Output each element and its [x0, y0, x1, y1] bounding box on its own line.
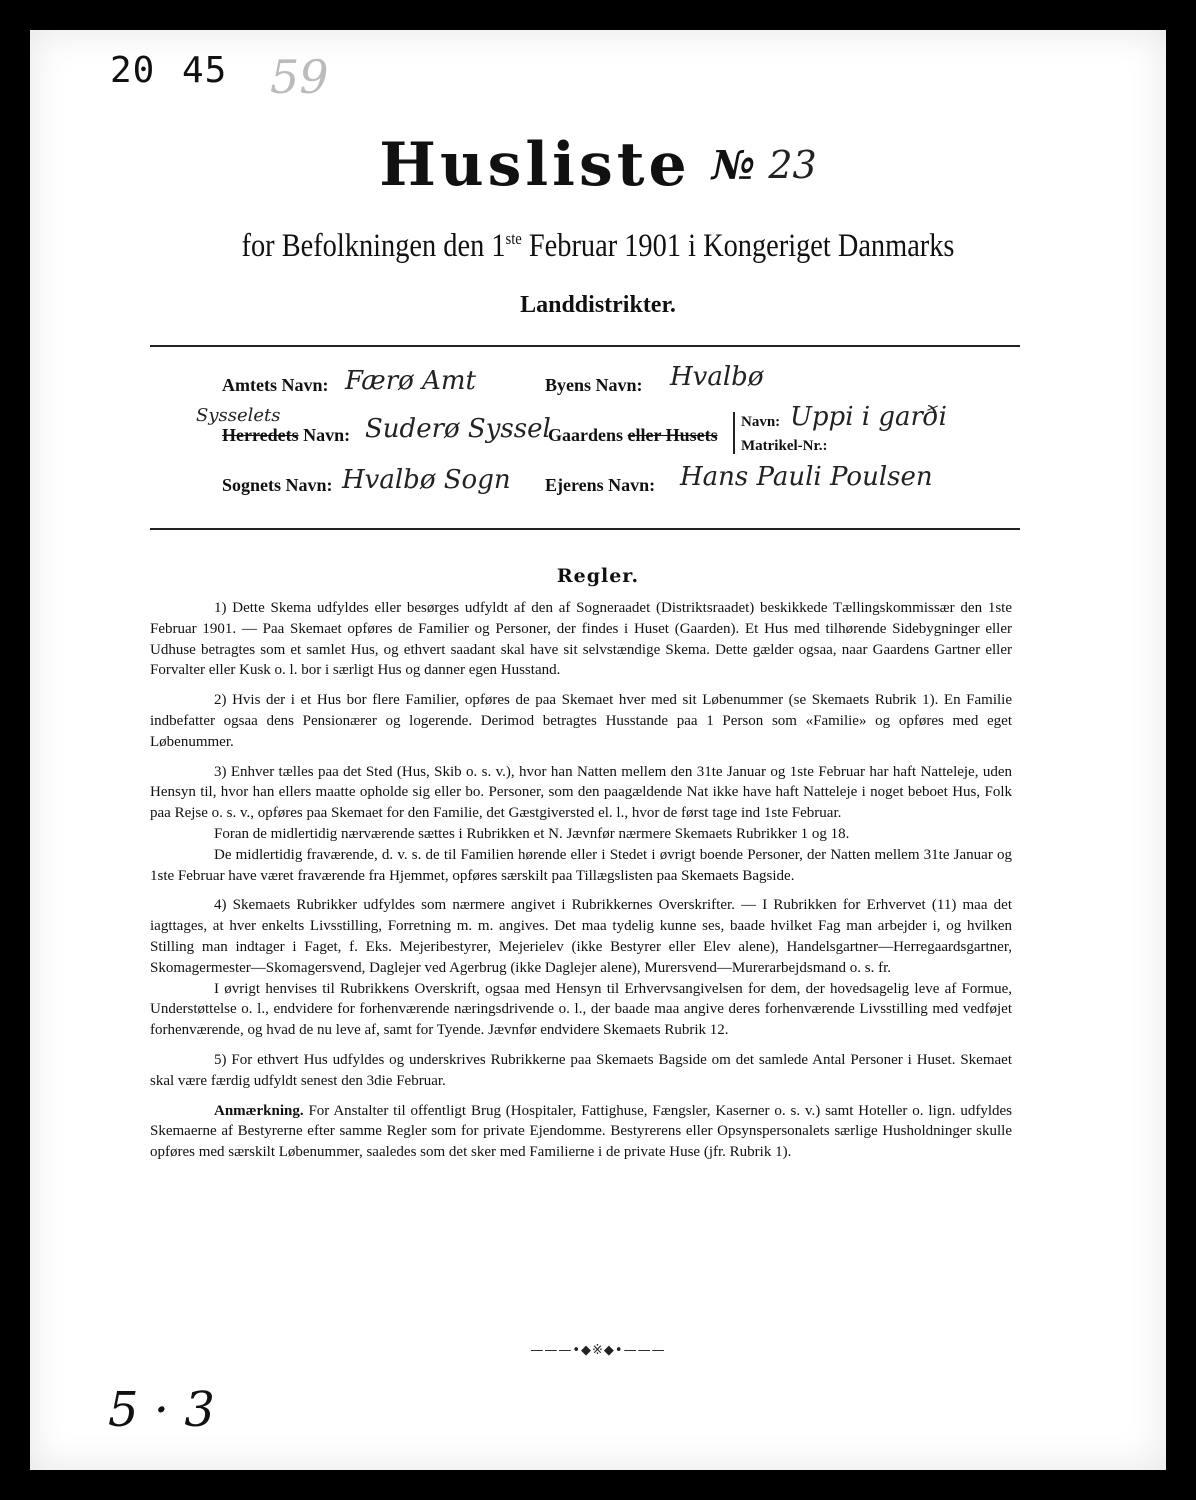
field-brace — [733, 412, 735, 454]
ejer-label: Ejerens Navn: — [545, 475, 656, 495]
gaard-name-value: Uppi i garði — [790, 402, 947, 432]
byen-label: Byens Navn: — [545, 375, 643, 395]
subtitle-sup: ste — [505, 229, 522, 248]
rule-paragraph-3: 3) Enhver tælles paa det Sted (Hus, Skib o. s. v.), hvor han Natten mellem den 31te Januar og 1ste Februar har haft Natteleje, uden Hensyn til, hvor han ellers maatte opholde sig eller bo. Personer, som den paagældende Nat ikke have haft Natteleje i noget beboet Hus, Folk paa Rejse o. s. v., opføres paa Skemaet for den Familie, det Gæstgiversted el. l., hvor de først tage ind 1ste Februar. — [150, 763, 1012, 822]
form-subtitle — [84, 228, 1113, 265]
ejer-value: Hans Pauli Poulsen — [680, 462, 933, 492]
pencil-number: 59 — [270, 50, 329, 104]
bottom-rule — [150, 528, 1020, 530]
rules-body — [150, 598, 1012, 1172]
rule-paragraph-3c: De midlertidig fraværende, d. v. s. de til Familien hørende eller i Stedet i øvrigt boende Personer, der Natten mellem 31te Januar og 1ste Februar have været fraværende fra Hjemmet, opføres særskilt paa Tillægslisten paa Skemaets Bagside. — [150, 846, 1012, 884]
amt-label: Amtets Navn: — [222, 375, 329, 395]
herred-value: Suderø Syssel — [365, 414, 551, 444]
amt-value: Færø Amt — [345, 366, 476, 396]
remark-label: Anmærkning. — [214, 1102, 304, 1119]
form-title: Husliste — [379, 130, 691, 200]
stamp-number-mid: 45 — [182, 50, 228, 91]
ornament-divider: ———•◆※◆•——— — [530, 1343, 666, 1358]
rule-paragraph-4: 4) Skemaets Rubrikker udfyldes som nærmere angivet i Rubrikkernes Overskrifter. — I Rubrikken for Erhvervet (11) maa det iagttages, at hver enkelts Livsstilling, Forretning m. m. angives. Det maa tydelig kunne ses, baade hvilket Fag man arbejder i, og hvilken Stilling man indtager i Faget, f. Eks. Mejeribestyrer, Mejerielev (ikke Bestyrer eller Elev alene), Handelsgartner—Herregaardsgartner, Skomagermester—Skomagersvend, Daglejer ved Agerbrug (ikke Daglejer alene), Murersvend—Murerarbejdsmand o. s. fr. — [150, 897, 1012, 976]
herred-label-struck: Herredets — [222, 425, 299, 445]
byen-value: Hvalbø — [670, 362, 764, 392]
sogn-value: Hvalbø Sogn — [342, 465, 511, 495]
remark-text: For Anstalter til offentligt Brug (Hospitaler, Fattighuse, Fængsler, Kaserner o. s. v.) samt Hoteller o. lign. udfyldes Skemaerne af Bestyrerne efter samme Regler som for private Ejendomme. Bestyrerens eller Opsynspersonalets særlige Husholdninger skulle opføres med særskilt Løbenummer, saaledes som det sker med Familierne i de private Huse (jfr. Rubrik 1). — [150, 1102, 1012, 1161]
sysselet-handwritten: Sysselets — [196, 405, 281, 426]
house-list-number: 23 — [768, 143, 817, 187]
rule-paragraph-5: 5) For ethvert Hus udfyldes og underskrives Rubrikkerne paa Skemaets Bagside om det samlede Antal Personer i Huset. Skemaet skal være færdig udfyldt senest den 3die Februar. — [150, 1051, 1012, 1089]
gaard-label — [548, 425, 718, 446]
top-rule — [150, 345, 1020, 347]
remark-paragraph — [150, 1101, 1012, 1163]
rule-paragraph-3b: Foran de midlertidig nærværende sættes i Rubrikken et N. Jævnfør nærmere Skemaets Rubrikker 1 og 18. — [214, 825, 850, 842]
gaard-label-word: Gaardens — [548, 425, 624, 445]
form-subtitle-district: Landdistrikter. — [520, 292, 676, 318]
number-mark: № — [711, 141, 756, 189]
rule-paragraph-1: 1) Dette Skema udfyldes eller besørges udfyldt af den af Sogneraadet (Distriktsraadet) beskikkede Tællingskommissær den 1ste Februar 1901. — Paa Skemaet opføres de Familier og Personer, der findes i Huset (Gaarden). Et Hus med tilhørende Sidebygninger eller Udhuse betragtes som et samlet Hus, og ethvert saadant skal have sit selvstændige Skema. Dette gælder ogsaa, naar Gaardens Gartner eller Forvalter eller Kusk o. l. bor i særligt Hus og danner egen Husstand. — [150, 600, 1012, 679]
rules-heading: Regler. — [556, 565, 640, 587]
navn-label: Navn: — [741, 414, 781, 430]
matrikel-label: Matrikel-Nr.: — [741, 438, 828, 454]
stamp-number-left: 20 — [110, 50, 156, 91]
herred-label-navn: Navn: — [303, 425, 351, 445]
title-row — [0, 130, 1196, 200]
subtitle-part-b: Februar 1901 i Kongeriget Danmarks — [521, 228, 955, 264]
gaard-label-struck: eller Husets — [627, 425, 718, 445]
sogn-label: Sognets Navn: — [222, 475, 333, 495]
subtitle-part-a: for Befolkningen den 1 — [241, 228, 506, 264]
rule-paragraph-4b: I øvrigt henvises til Rubrikkens Overskrift, ogsaa med Hensyn til Erhvervsangivelsen for dem, der hovedsagelig leve af Formue, Understøttelse o. l., endvidere for forhenværende næringsdrivende o. l., der baade maa angive deres forhenværende Livsstilling med vedføjet forhenværende, og hvad de nu leve af, samt for Tyende. Jævnfør endvidere Skemaets Rubrik 12. — [150, 980, 1012, 1039]
handwritten-bottom-note: 5 · 3 — [108, 1382, 215, 1438]
rule-paragraph-2: 2) Hvis der i et Hus bor flere Familier, opføres de paa Skemaet hver med sit Løbenummer (se Skemaets Rubrik 1). En Familie indbefatter ogsaa dens Pensionærer og logerende. Derimod betragtes Husstande paa 1 Person som «Familie» og opføres med eget Løbenummer. — [150, 692, 1012, 750]
herred-label — [222, 425, 350, 446]
